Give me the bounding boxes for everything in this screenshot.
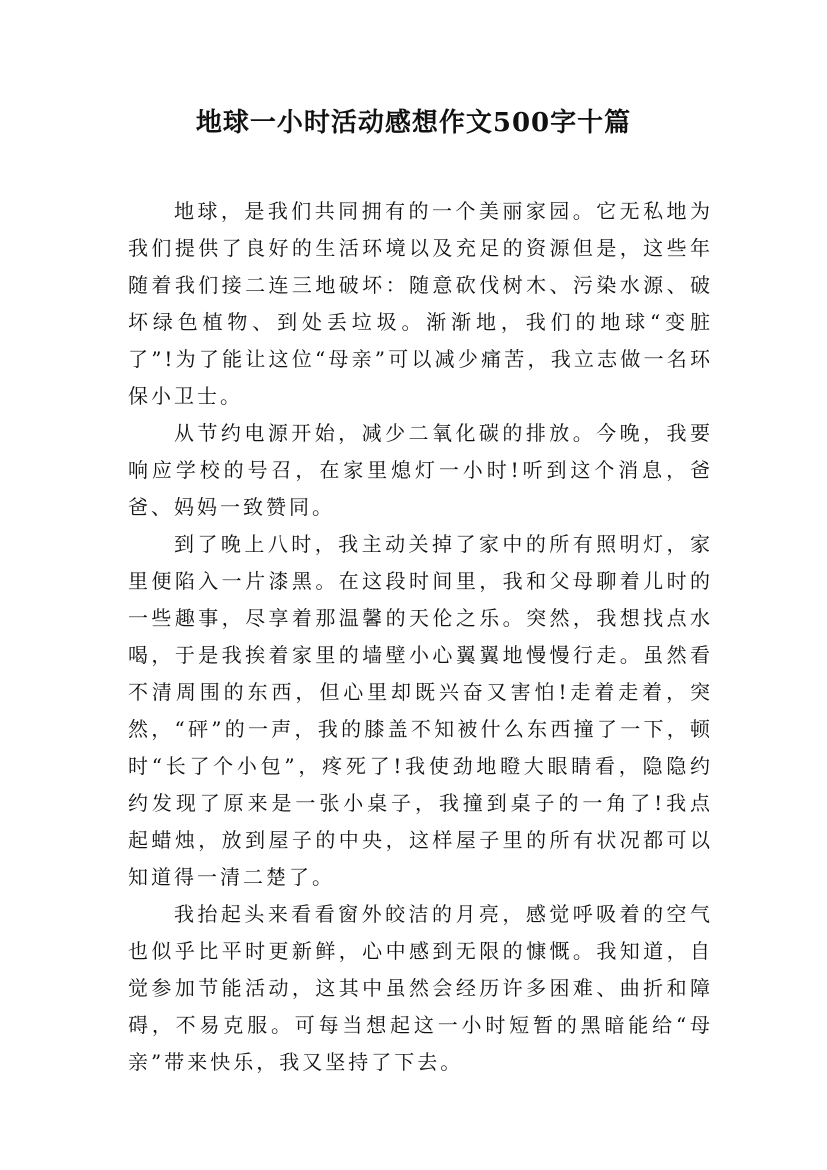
- paragraph-2: 从节约电源开始，减少二氧化碳的排放。今晚，我要响应学校的号召，在家里熄灯一小时!听到这个消息，爸爸、妈妈一致赞同。: [128, 421, 713, 519]
- paragraph-4: 我抬起头来看看窗外皎洁的月亮，感觉呼吸着的空气也似乎比平时更新鲜，心中感到无限的慷慨。我知道，自觉参加节能活动，这其中虽然会经历许多困难、曲折和障碍，不易克服。可每当想起这一小时短暂的黑暗能给“母亲”带来快乐，我又坚持了下去。: [128, 902, 713, 1074]
- paragraph-3: 到了晚上八时，我主动关掉了家中的所有照明灯，家里便陷入一片漆黑。在这段时间里，我和父母聊着儿时的一些趣事，尽享着那温馨的天伦之乐。突然，我想找点水喝，于是我挨着家里的墙壁小心翼翼地慢慢行走。虽然看不清周围的东西，但心里却既兴奋又害怕!走着走着，突然，“砰”的一声，我的膝盖不知被什么东西撞了一下，顿时“长了个小包”，疼死了!我使劲地瞪大眼睛看，隐隐约约发现了原来是一张小桌子，我撞到桌子的一角了!我点起蜡烛，放到屋子的中央，这样屋子里的所有状况都可以知道得一清二楚了。: [128, 532, 713, 889]
- document-body: [128, 193, 713, 1081]
- paragraph-1: 地球，是我们共同拥有的一个美丽家园。它无私地为我们提供了良好的生活环境以及充足的资源但是，这些年随着我们接二连三地破坏：随意砍伐树木、污染水源、破坏绿色植物、到处丢垃圾。渐渐地，我们的地球“变脏了”!为了能让这位“母亲”可以减少痛苦，我立志做一名环保小卫士。: [128, 199, 713, 408]
- document-title: 地球一小时活动感想作文500字十篇: [195, 108, 632, 138]
